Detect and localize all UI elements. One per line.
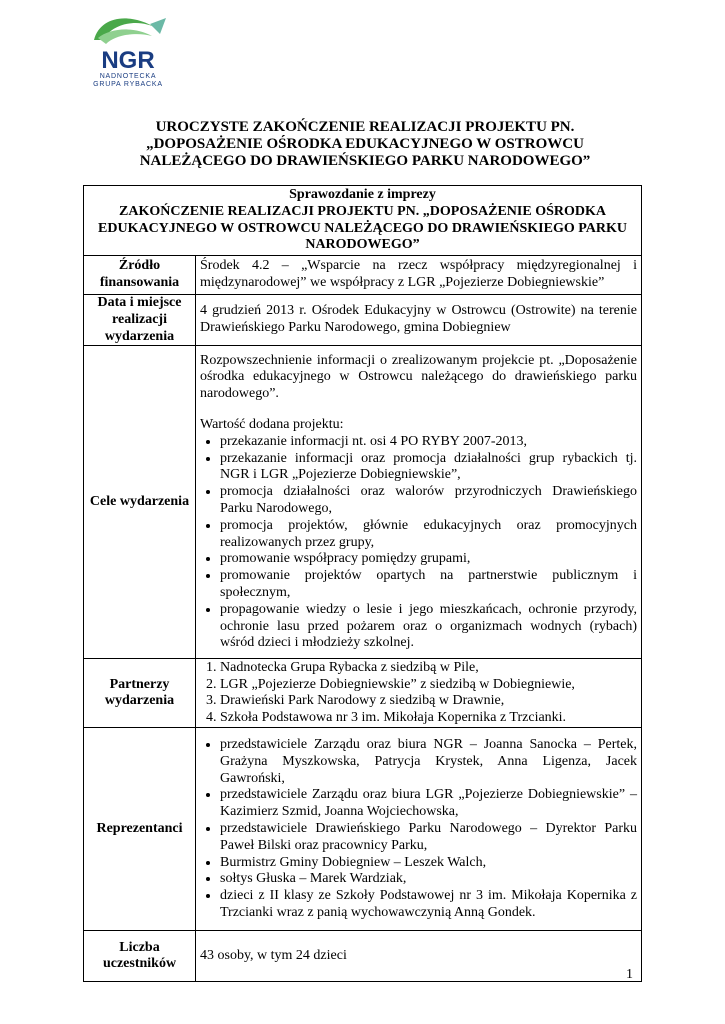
goals-intro: Rozpowszechnienie informacji o zrealizowanym projekcie pt. „Doposażenie ośrodka edukacyjnego w Ostrowcu należącego do drawieńskiego parku narodowego”.: [200, 352, 637, 402]
participants-label: Liczba uczestników: [84, 931, 196, 982]
partners-item: 3. Drawieński Park Narodowy z siedzibą w Drawnie,: [220, 693, 637, 710]
report-heading-2: ZAKOŃCZENIE REALIZACJI PROJEKTU PN. „DOPOSAŻENIE OŚRODKA EDUKACYJNEGO W OSTROWCU NALEŻĄCEGO DO DRAWIEŃSKIEGO PARKU NARODOWEGO”: [98, 203, 627, 253]
goals-item: • propagowanie wiedzy o lesie i jego mieszkańcach, ochronie przyrody, ochronie lasu przed pożarem oraz o organizmach wodnych (rybach) wśród dzieci i młodzieży szkolnej.: [220, 602, 637, 652]
representatives-label: Reprezentanci: [84, 728, 196, 931]
added-value-label: Wartość dodana projektu:: [200, 417, 344, 432]
participants-value: 43 osoby, w tym 24 dzieci: [196, 931, 642, 982]
report-header-row: [84, 186, 642, 256]
representatives-item: • sołtys Głuska – Marek Wardziak,: [220, 871, 637, 888]
partners-label: Partnerzy wydarzenia: [84, 659, 196, 728]
representatives-list: [200, 737, 637, 922]
report-header: [84, 186, 642, 256]
fish-tail: [150, 18, 166, 34]
page-number: 1: [626, 967, 633, 982]
goals-list: [200, 434, 637, 652]
logo-line2: GRUPA RYBACKA: [93, 81, 163, 88]
funding-row: [84, 256, 642, 295]
funding-label: Źródło finansowania: [84, 256, 196, 295]
goals-row: [84, 346, 642, 659]
partners-item: 1. Nadnotecka Grupa Rybacka z siedzibą w Pile,: [220, 660, 637, 677]
partners-item: 2. LGR „Pojezierze Dobiegniewskie” z siedzibą w Dobiegniewie,: [220, 677, 637, 694]
logo-line1: NADNOTECKA: [99, 73, 157, 80]
date-place-label: Data i miejsce realizacji wydarzenia: [84, 295, 196, 346]
representatives-row: [84, 728, 642, 931]
partners-list: [200, 660, 637, 727]
document-title: UROCZYSTE ZAKOŃCZENIE REALIZACJI PROJEKTU PN. „DOPOSAŻENIE OŚRODKA EDUKACYJNEGO W OSTROWCU NALEŻĄCEGO DO DRAWIEŃSKIEGO PARKU NARODOWEGO”: [139, 119, 591, 169]
logo-abbr: NGR: [101, 47, 155, 74]
goals-item: • przekazanie informacji nt. osi 4 PO RYBY 2007-2013,: [220, 434, 637, 451]
representatives-item: • dzieci z II klasy ze Szkoły Podstawowej nr 3 im. Mikołaja Kopernika z Trzcianki wraz z panią wychowawczynią Anną Gondek.: [220, 888, 637, 922]
participants-row: [84, 931, 642, 982]
date-place-row: [84, 295, 642, 346]
goals-item: • przekazanie informacji oraz promocja działalności grup rybackich tj. NGR i LGR „Pojezierze Dobiegniewskie”,: [220, 451, 637, 485]
funding-value: Środek 4.2 – „Wsparcie na rzecz współpracy międzyregionalnej i międzynarodowej” we współpracy z LGR „Pojezierze Dobiegniewskie”: [196, 256, 642, 295]
report-heading-1: Sprawozdanie z imprezy: [289, 186, 436, 202]
goals-item: • promocja działalności oraz walorów przyrodniczych Drawieńskiego Parku Narodowego,: [220, 484, 637, 518]
date-place-value: 4 grudzień 2013 r. Ośrodek Edukacyjny w Ostrowcu (Ostrowite) na terenie Drawieńskiego Parku Narodowego, gmina Dobiegniew: [196, 295, 642, 346]
goals-value: [196, 346, 642, 659]
representatives-value: [196, 728, 642, 931]
partners-item: 4. Szkoła Podstawowa nr 3 im. Mikołaja Kopernika z Trzcianki.: [220, 710, 637, 727]
report-table: [83, 185, 642, 982]
representatives-item: • przedstawiciele Zarządu oraz biura LGR „Pojezierze Dobiegniewskie” – Kazimierz Szmid, Joanna Wojciechowska,: [220, 787, 637, 821]
representatives-item: • przedstawiciele Zarządu oraz biura NGR – Joanna Sanocka – Pertek, Grażyna Myszkowska, Patrycja Krystek, Anna Ligenza, Jacek Gawroński,: [220, 737, 637, 787]
partners-row: [84, 659, 642, 728]
goals-item: • promowanie współpracy pomiędzy grupami,: [220, 551, 637, 568]
representatives-item: • Burmistrz Gminy Dobiegniew – Leszek Walch,: [220, 855, 637, 872]
goals-item: • promowanie projektów opartych na partnerstwie publicznym i społecznym,: [220, 568, 637, 602]
partners-value: [196, 659, 642, 728]
goals-item: • promocja projektów, głównie edukacyjnych oraz promocyjnych realizowanych przez grupy,: [220, 518, 637, 552]
goals-label: Cele wydarzenia: [84, 346, 196, 659]
representatives-item: • przedstawiciele Drawieńskiego Parku Narodowego – Dyrektor Parku Paweł Bilski oraz pracownicy Parku,: [220, 821, 637, 855]
logo-caption: [88, 73, 168, 89]
